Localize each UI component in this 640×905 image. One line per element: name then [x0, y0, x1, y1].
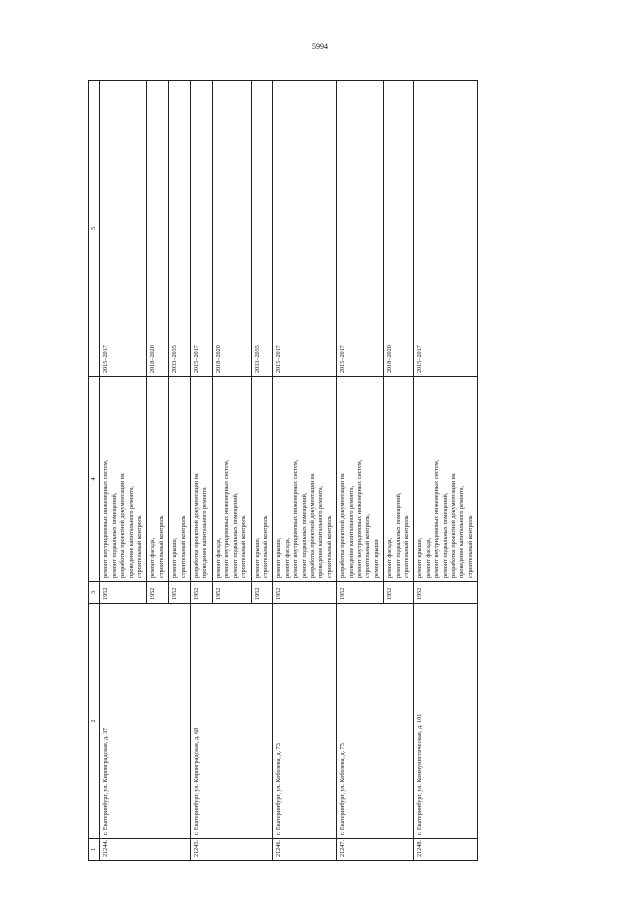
- year-cell: 1952: [251, 582, 273, 604]
- address-cell: г. Екатеринбург, ул. Кобозева, д. 73: [273, 604, 337, 839]
- year-cell: 1952: [147, 582, 169, 604]
- repair-schedule-table: [88, 80, 478, 861]
- works-cell: разработка проектной документации на проведение капитального ремонта: [191, 377, 213, 582]
- column-header: 5: [89, 81, 100, 377]
- year-cell: 1952: [212, 582, 251, 604]
- period-cell: 2033–2035: [251, 81, 273, 377]
- works-cell: ремонт крыши, строительный контроль: [251, 377, 273, 582]
- row-number: 21244.: [100, 839, 191, 861]
- column-header: 2: [89, 604, 100, 839]
- period-cell: 2018–2020: [384, 81, 414, 377]
- rotated-table-container: [88, 80, 598, 861]
- year-cell: 1952: [337, 582, 384, 604]
- row-number: 21247.: [337, 839, 414, 861]
- year-cell: 1952: [169, 582, 191, 604]
- address-cell: г. Екатеринбург, ул. Кировградская, д. 37: [100, 604, 191, 839]
- year-cell: 1952: [191, 582, 213, 604]
- period-cell: 2015–2017: [273, 81, 337, 377]
- header-row: [89, 81, 100, 861]
- table-row: [337, 81, 384, 861]
- address-cell: г. Екатеринбург, ул. Коммунистическая, д. 101: [414, 604, 478, 839]
- row-number: 21246.: [273, 839, 337, 861]
- works-cell: ремонт крыши, ремонт фасада, ремонт внутридомовых инженерных систем, ремонт подвальных помещений, разработка проектной документации на проведение капитального ремонта, строительный контроль: [414, 377, 478, 582]
- table-row: [191, 81, 213, 861]
- works-cell: ремонт крыши, ремонт фасада, ремонт внутридомовых инженерных систем, ремонт подвальных помещений, разработка проектной документации на проведение капитального ремонта, строительный контроль: [273, 377, 337, 582]
- works-cell: ремонт фасада, строительный контроль: [147, 377, 169, 582]
- row-number: 21248.: [414, 839, 478, 861]
- works-cell: ремонт крыши, строительный контроль: [169, 377, 191, 582]
- period-cell: 2033–2035: [169, 81, 191, 377]
- works-cell: ремонт фасада, ремонт внутридомовых инженерных систем, ремонт подвальных помещений, строительный контроль: [212, 377, 251, 582]
- period-cell: 2015–2017: [191, 81, 213, 377]
- address-cell: г. Екатеринбург, ул. Кобозева, д. 75: [337, 604, 414, 839]
- works-cell: ремонт внутридомовых инженерных систем, ремонт подвальных помещений, разработка проектной документации на проведение капитального ремонта, строительный контроль: [100, 377, 147, 582]
- table-row: [273, 81, 337, 861]
- year-cell: 1952: [100, 582, 147, 604]
- works-cell: ремонт фасада, ремонт подвальных помещений, строительный контроль: [384, 377, 414, 582]
- period-cell: 2018–2020: [147, 81, 169, 377]
- table-body: [100, 81, 478, 861]
- period-cell: 2018–2020: [212, 81, 251, 377]
- year-cell: 1952: [273, 582, 337, 604]
- year-cell: 1952: [384, 582, 414, 604]
- address-cell: г. Екатеринбург, ул. Кировградская, д. 68: [191, 604, 273, 839]
- column-header: 3: [89, 582, 100, 604]
- works-cell: разработка проектной документации на проведение капитального ремонта, ремонт внутридомовых инженерных систем, строительный контроль, ремонт крыши: [337, 377, 384, 582]
- page-number: 5994: [312, 42, 328, 51]
- column-header: 1: [89, 839, 100, 861]
- column-header: 4: [89, 377, 100, 582]
- period-cell: 2015–2017: [337, 81, 384, 377]
- period-cell: 2015–2017: [100, 81, 147, 377]
- table-row: [100, 81, 147, 861]
- year-cell: 1952: [414, 582, 478, 604]
- period-cell: 2015–2017: [414, 81, 478, 377]
- table-row: [414, 81, 478, 861]
- row-number: 21245.: [191, 839, 273, 861]
